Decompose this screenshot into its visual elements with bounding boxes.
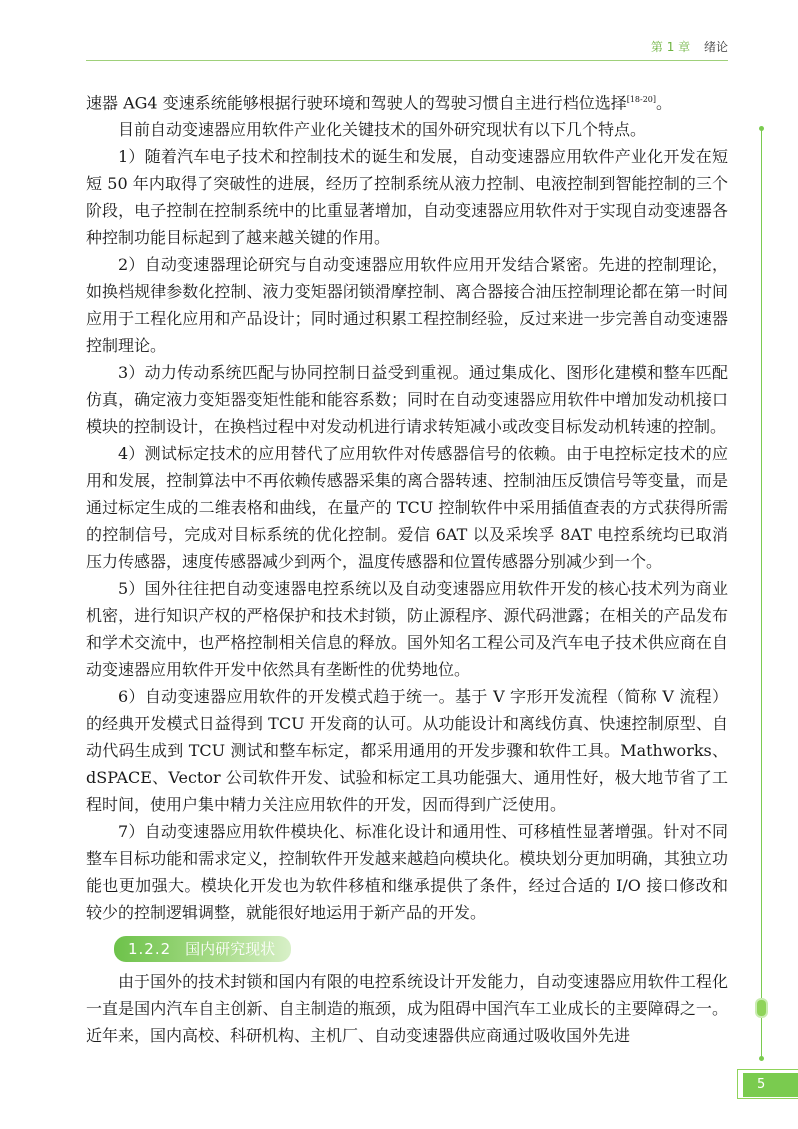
body-text	[86, 86, 728, 1049]
margin-dot-top	[759, 126, 764, 131]
paragraph: 2）自动变速器理论研究与自动变速器应用软件应用开发结合紧密。先进的控制理论，如换档规律参数化控制、液力变矩器闭锁滑摩控制、离合器接合油压控制理论都在第一时间应用于工程化应用和产品设计；同时通过积累工程控制经验，反过来进一步完善自动变速器控制理论。	[86, 255, 728, 356]
page-number: 5	[743, 1073, 798, 1097]
chapter-label: 第 1 章	[650, 40, 691, 54]
citation: [18-20]	[626, 95, 657, 104]
paragraph: 1）随着汽车电子技术和控制技术的诞生和发展，自动变速器应用软件产业化开发在短短 50 年内取得了突破性的进展，经历了控制系统从液力控制、电液控制到智能控制的三个阶段，电子控制在控制系统中的比重显著增加，自动变速器应用软件对于实现自动变速器各种控制功能目标起到了越来越关键的作用。	[86, 147, 728, 248]
paragraph: 速器 AG4 变速系统能够根据行驶环境和驾驶人的驾驶习惯自主进行档位选择[18-20]。	[86, 93, 673, 113]
paragraph: 7）自动变速器应用软件模块化、标准化设计和通用性、可移植性显著增强。针对不同整车目标功能和需求定义，控制软件开发越来越趋向模块化。模块划分更加明确，其独立功能也更加强大。模块化开发也为软件移植和继承提供了条件，经过合适的 I/O 接口修改和较少的控制逻辑调整，就能很好地运用于新产品的开发。	[86, 822, 728, 923]
running-header	[651, 38, 728, 55]
section-number: 1.2.2	[128, 940, 172, 959]
margin-rule	[761, 128, 762, 1058]
chapter-title: 绪论	[703, 40, 728, 54]
section-heading	[114, 936, 291, 962]
margin-tab-marker	[757, 1000, 766, 1016]
paragraph: 目前自动变速器应用软件产业化关键技术的国外研究现状有以下几个特点。	[118, 120, 647, 140]
paragraph: 由于国外的技术封锁和国内有限的电控系统设计开发能力，自动变速器应用软件工程化一直是国内汽车自主创新、自主制造的瓶颈，成为阻碍中国汽车工业成长的主要障碍之一。近年来，国内高校、科研机构、主机厂、自动变速器供应商通过吸收国外先进	[86, 972, 728, 1046]
paragraph: 4）测试标定技术的应用替代了应用软件对传感器信号的依赖。由于电控标定技术的应用和发展，控制算法中不再依赖传感器采集的离合器转速、控制油压反馈信号等变量，而是通过标定生成的二维表格和曲线，在量产的 TCU 控制软件中采用插值查表的方式获得所需的控制信号，完成对目标系统的优化控制。爱信 6AT 以及采埃孚 8AT 电控系统均已取消压力传感器，速度传感器减少到两个，温度传感器和位置传感器分别减少到一个。	[86, 444, 728, 572]
margin-dot-bottom	[759, 1056, 764, 1061]
paragraph: 5）国外往往把自动变速器电控系统以及自动变速器应用软件开发的核心技术列为商业机密，进行知识产权的严格保护和技术封锁，防止源程序、源代码泄露；在相关的产品发布和学术交流中，也严格控制相关信息的释放。国外知名工程公司及汽车电子技术供应商在自动变速器应用软件开发中依然具有垄断性的优势地位。	[86, 579, 728, 680]
section-title: 国内研究现状	[185, 940, 276, 959]
paragraph: 6）自动变速器应用软件的开发模式趋于统一。基于 V 字形开发流程（简称 V 流程）的经典开发模式日益得到 TCU 开发商的认可。从功能设计和离线仿真、快速控制原型、自动代码生成到 TCU 测试和整车标定，都采用通用的开发步骤和软件工具。Mathworks、dSPACE、Vector 公司软件开发、试验和标定工具功能强大、通用性好，极大地节省了工程时间，使用户集中精力关注应用软件的开发，因而得到广泛使用。	[86, 687, 728, 815]
header-rule	[86, 60, 728, 61]
paragraph: 3）动力传动系统匹配与协同控制日益受到重视。通过集成化、图形化建模和整车匹配仿真，确定液力变矩器变矩性能和能容系数；同时在自动变速器应用软件中增加发动机接口模块的控制设计，在换档过程中对发动机进行请求转矩减小或改变目标发动机转速的控制。	[86, 363, 728, 437]
